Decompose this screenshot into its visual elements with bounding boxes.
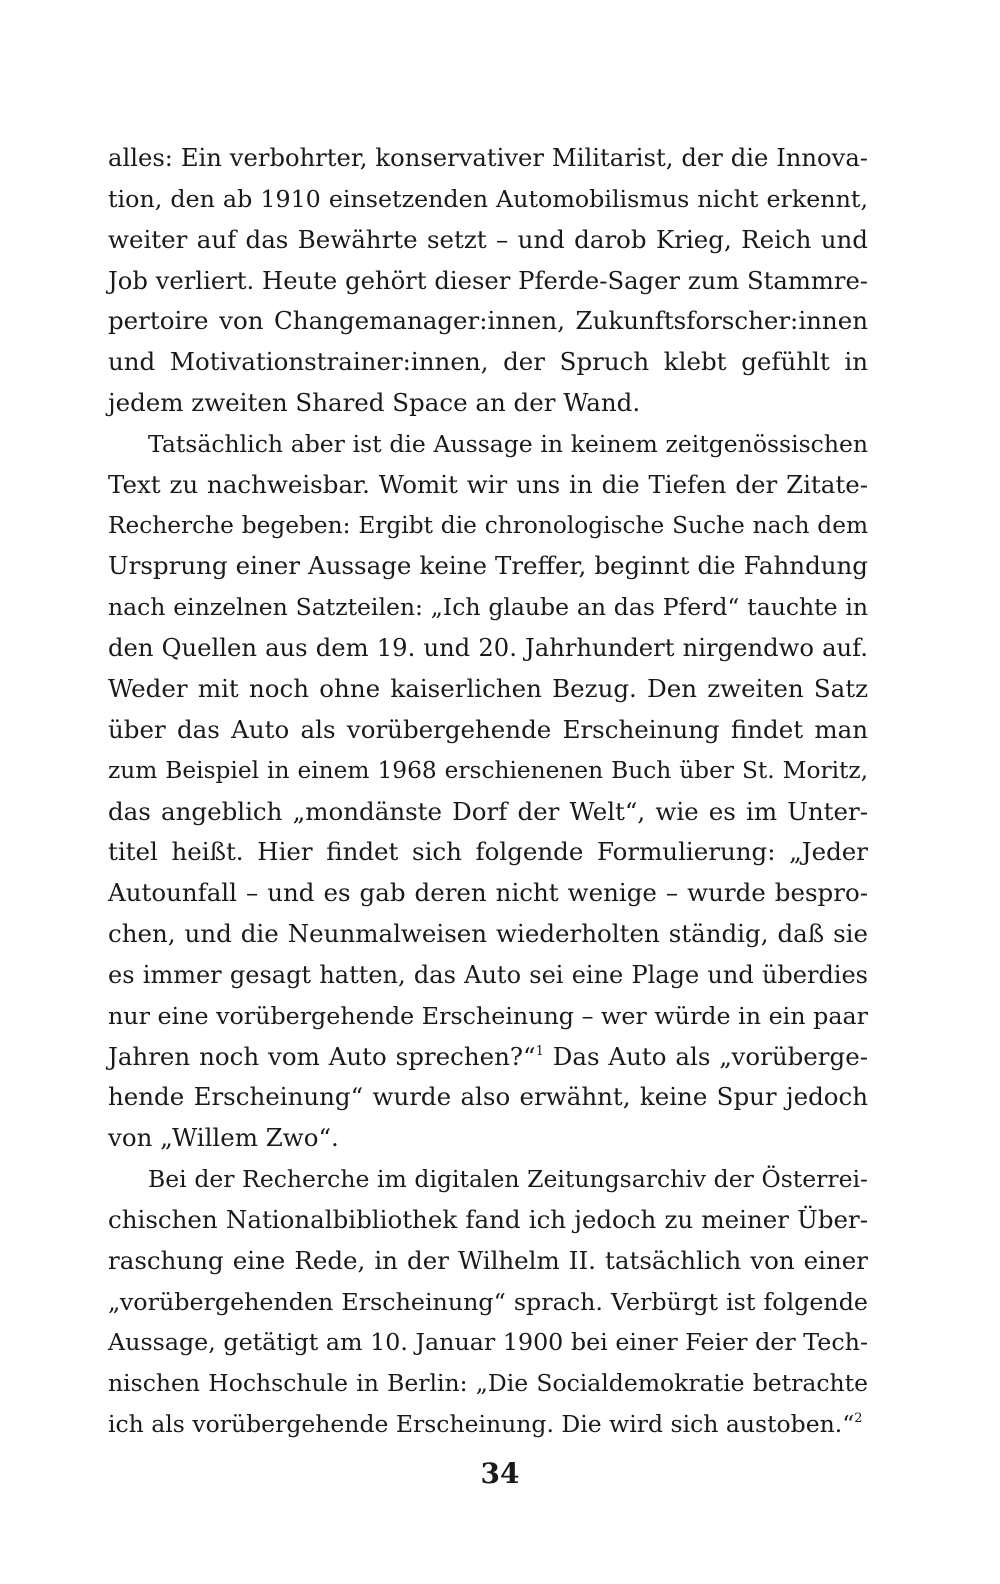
text-line: raschung eine Rede, in der Wilhelm II. tatsächlich von einer <box>108 1245 868 1275</box>
text-line: Ursprung einer Aussage keine Treffer, beginnt die Fahndung <box>108 551 868 581</box>
text-line: Bei der Recherche im digitalen Zeitungsarchiv der Österrei- <box>148 1165 868 1194</box>
text-line: Tatsächlich aber ist die Aussage in keinem zeitgenössischen <box>148 429 868 458</box>
body-text <box>108 138 868 1445</box>
paragraph <box>108 138 868 424</box>
text-line: von „Willem Zwo“. <box>108 1123 339 1153</box>
text-line: zum Beispiel in einem 1968 erschienenen Buch über St. Moritz, <box>108 756 868 784</box>
page-number: 34 <box>480 1457 520 1490</box>
text-line: nur eine vorübergehende Erscheinung – wer würde in ein paar <box>108 1001 868 1030</box>
line-text: ich als vorübergehende Erscheinung. Die wird sich austoben.“ <box>108 1410 855 1439</box>
text-line: alles: Ein verbohrter, konservativer Militarist, der die Innova- <box>108 143 868 172</box>
text-line: Recherche begeben: Ergibt die chronologische Suche nach dem <box>108 511 868 539</box>
footnote-marker: 1 <box>535 1043 544 1059</box>
text-line-with-footnote <box>108 1037 868 1078</box>
text-line: Text zu nachweisbar. Womit wir uns in die Tiefen der Zitate- <box>108 469 868 499</box>
text-line: Weder mit noch ohne kaiserlichen Bezug. Den zweiten Satz <box>108 673 868 703</box>
text-line: den Quellen aus dem 19. und 20. Jahrhundert nirgendwo auf. <box>108 633 868 663</box>
text-line: es immer gesagt hatten, das Auto sei eine Plage und überdies <box>108 960 868 989</box>
paragraph <box>108 424 868 1159</box>
text-line: „vorübergehenden Erscheinung“ sprach. Verbürgt ist folgende <box>108 1287 868 1316</box>
paragraph <box>108 1159 868 1445</box>
text-line: Job verliert. Heute gehört dieser Pferde-Sager zum Stammre- <box>108 265 868 295</box>
text-line: chen, und die Neunmalweisen wiederholten ständig, daß sie <box>108 919 868 949</box>
text-line: hende Erscheinung“ wurde also erwähnt, keine Spur jedoch <box>108 1082 868 1112</box>
line-text: Das Auto als „vorüberge- <box>543 1041 868 1071</box>
text-line: weiter auf das Bewährte setzt – und darob Krieg, Reich und <box>108 224 868 254</box>
text-line: Aussage, getätigt am 10. Januar 1900 bei einer Feier der Tech- <box>108 1328 868 1357</box>
text-line: Autounfall – und es gab deren nicht wenige – wurde bespro- <box>108 878 868 908</box>
text-line: das angeblich „mondänste Dorf der Welt“, wie es im Unter- <box>108 796 868 826</box>
text-line: nach einzelnen Satzteilen: „Ich glaube an das Pferd“ tauchte in <box>108 593 868 622</box>
text-line: titel heißt. Hier findet sich folgende Formulierung: „Jeder <box>108 837 868 867</box>
text-line: über das Auto als vorübergehende Erscheinung findet man <box>108 714 868 744</box>
footnote-marker: 2 <box>854 1411 863 1427</box>
text-line: jedem zweiten Shared Space an der Wand. <box>108 388 641 418</box>
line-text: Jahren noch vom Auto sprechen?“ <box>108 1041 536 1071</box>
text-line: pertoire von Changemanager:innen, Zukunftsforscher:innen <box>108 306 868 336</box>
text-line: tion, den ab 1910 einsetzenden Automobilismus nicht erkennt, <box>108 184 868 213</box>
text-line: nischen Hochschule in Berlin: „Die Socialdemokratie betrachte <box>108 1369 868 1398</box>
text-line: chischen Nationalbibliothek fand ich jedoch zu meiner Über- <box>108 1204 868 1234</box>
text-line: und Motivationstrainer:innen, der Spruch klebt gefühlt in <box>108 347 868 377</box>
text-line-with-footnote <box>108 1404 868 1445</box>
